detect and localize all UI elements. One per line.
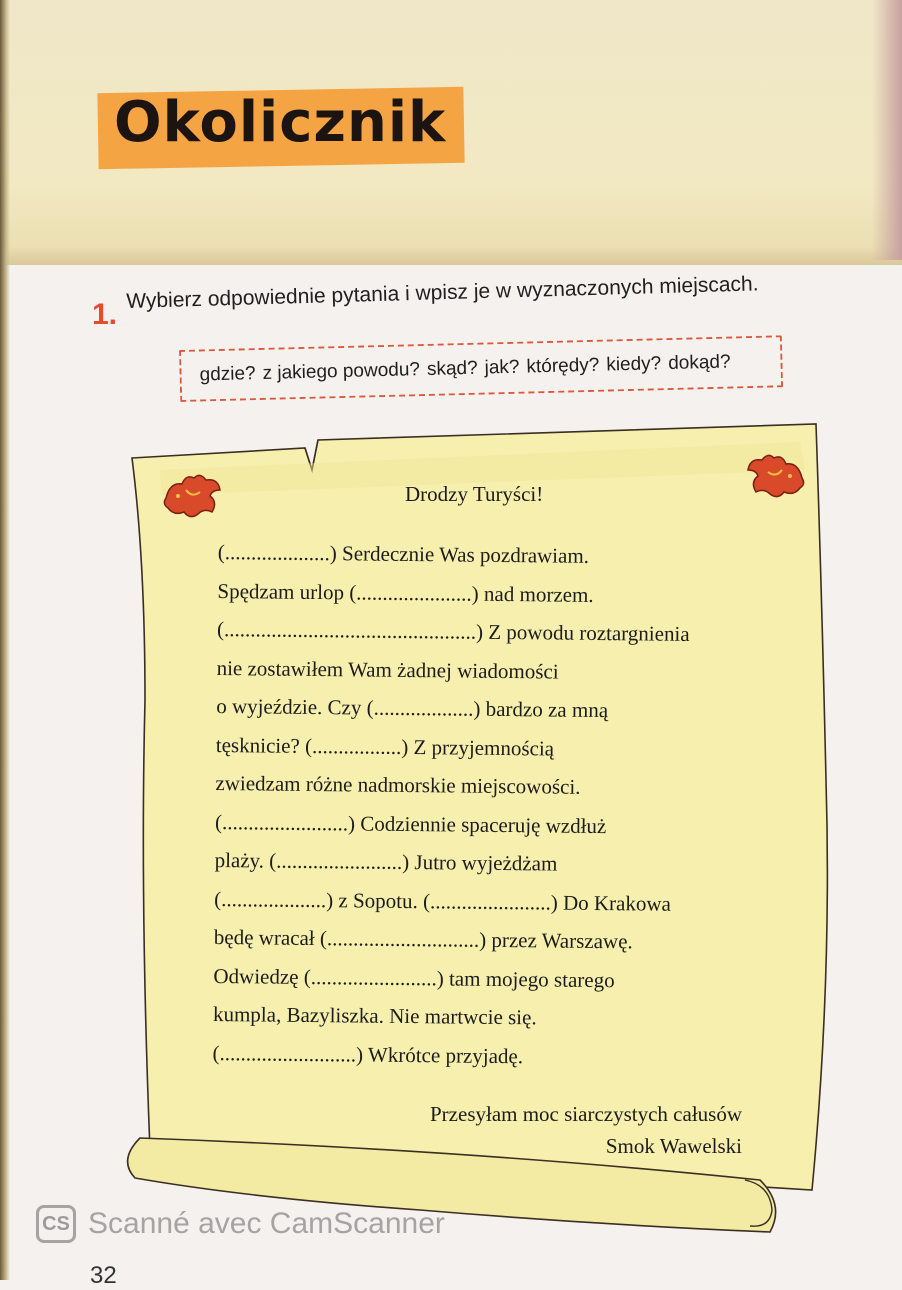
watermark-text: Scanné avec CamScanner [88,1207,445,1240]
letter-line: Spędzam urlop (......................) nad morzem. [217,578,594,607]
letter-line: zwiedzam różne nadmorskie miejscowości. [215,770,581,799]
letter-line: plaży. (........................) Jutro wyjeżdżam [214,847,558,876]
word-bank-item: którędy? [526,354,600,378]
letter-line: nie zostawiłem Wam żadnej wiadomości [216,655,559,684]
camscanner-logo-icon: CS [36,1205,76,1243]
exercise-number: 1. [92,298,118,331]
letter-body [212,540,758,1085]
word-bank-item: kiedy? [606,353,662,376]
letter-greeting: Drodzy Turyści! [405,482,544,506]
letter-line: (..........................) Wkrótce przyjadę. [212,1040,524,1068]
letter-line: (....................) z Sopotu. (.......................) Do Krakowa [214,886,672,916]
word-bank-item: dokąd? [667,351,731,375]
page-number: 32 [90,1262,117,1289]
exercise-instruction: Wybierz odpowiednie pytania i wpisz je w wyznaczonych miejscach. [126,272,759,313]
word-bank-item: jak? [484,356,520,379]
letter-line: kumpla, Bazyliszka. Nie martwcie się. [212,1001,537,1030]
dragon-icon [740,448,808,504]
letter-line: tęsknicie? (.................) Z przyjemnością [215,732,555,761]
dragon-icon [160,468,226,522]
closing-line: Przesyłam moc siarczystych całusów [430,1102,742,1126]
signature: Smok Wawelski [605,1134,742,1158]
letter-line: (................................................) Z powodu roztargnienia [216,616,690,646]
letter-line: będę wracał (.............................) przez Warszawę. [213,924,633,954]
word-bank-item: gdzie? [199,363,256,386]
letter-closing [430,1098,742,1162]
word-bank-item: skąd? [426,357,478,380]
letter-line: (........................) Codziennie spaceruję wzdłuż [214,809,607,838]
page-title: Okolicznik [114,90,447,155]
letter-line: (....................) Serdecznie Was pozdrawiam. [217,540,590,568]
letter-line: o wyjeździe. Czy (...................) bardzo za mną [216,693,609,723]
word-bank-item: z jakiego powodu? [262,359,421,384]
scanner-watermark [36,1205,445,1243]
letter-line: Odwiedzę (........................) tam mojego starego [213,963,615,992]
